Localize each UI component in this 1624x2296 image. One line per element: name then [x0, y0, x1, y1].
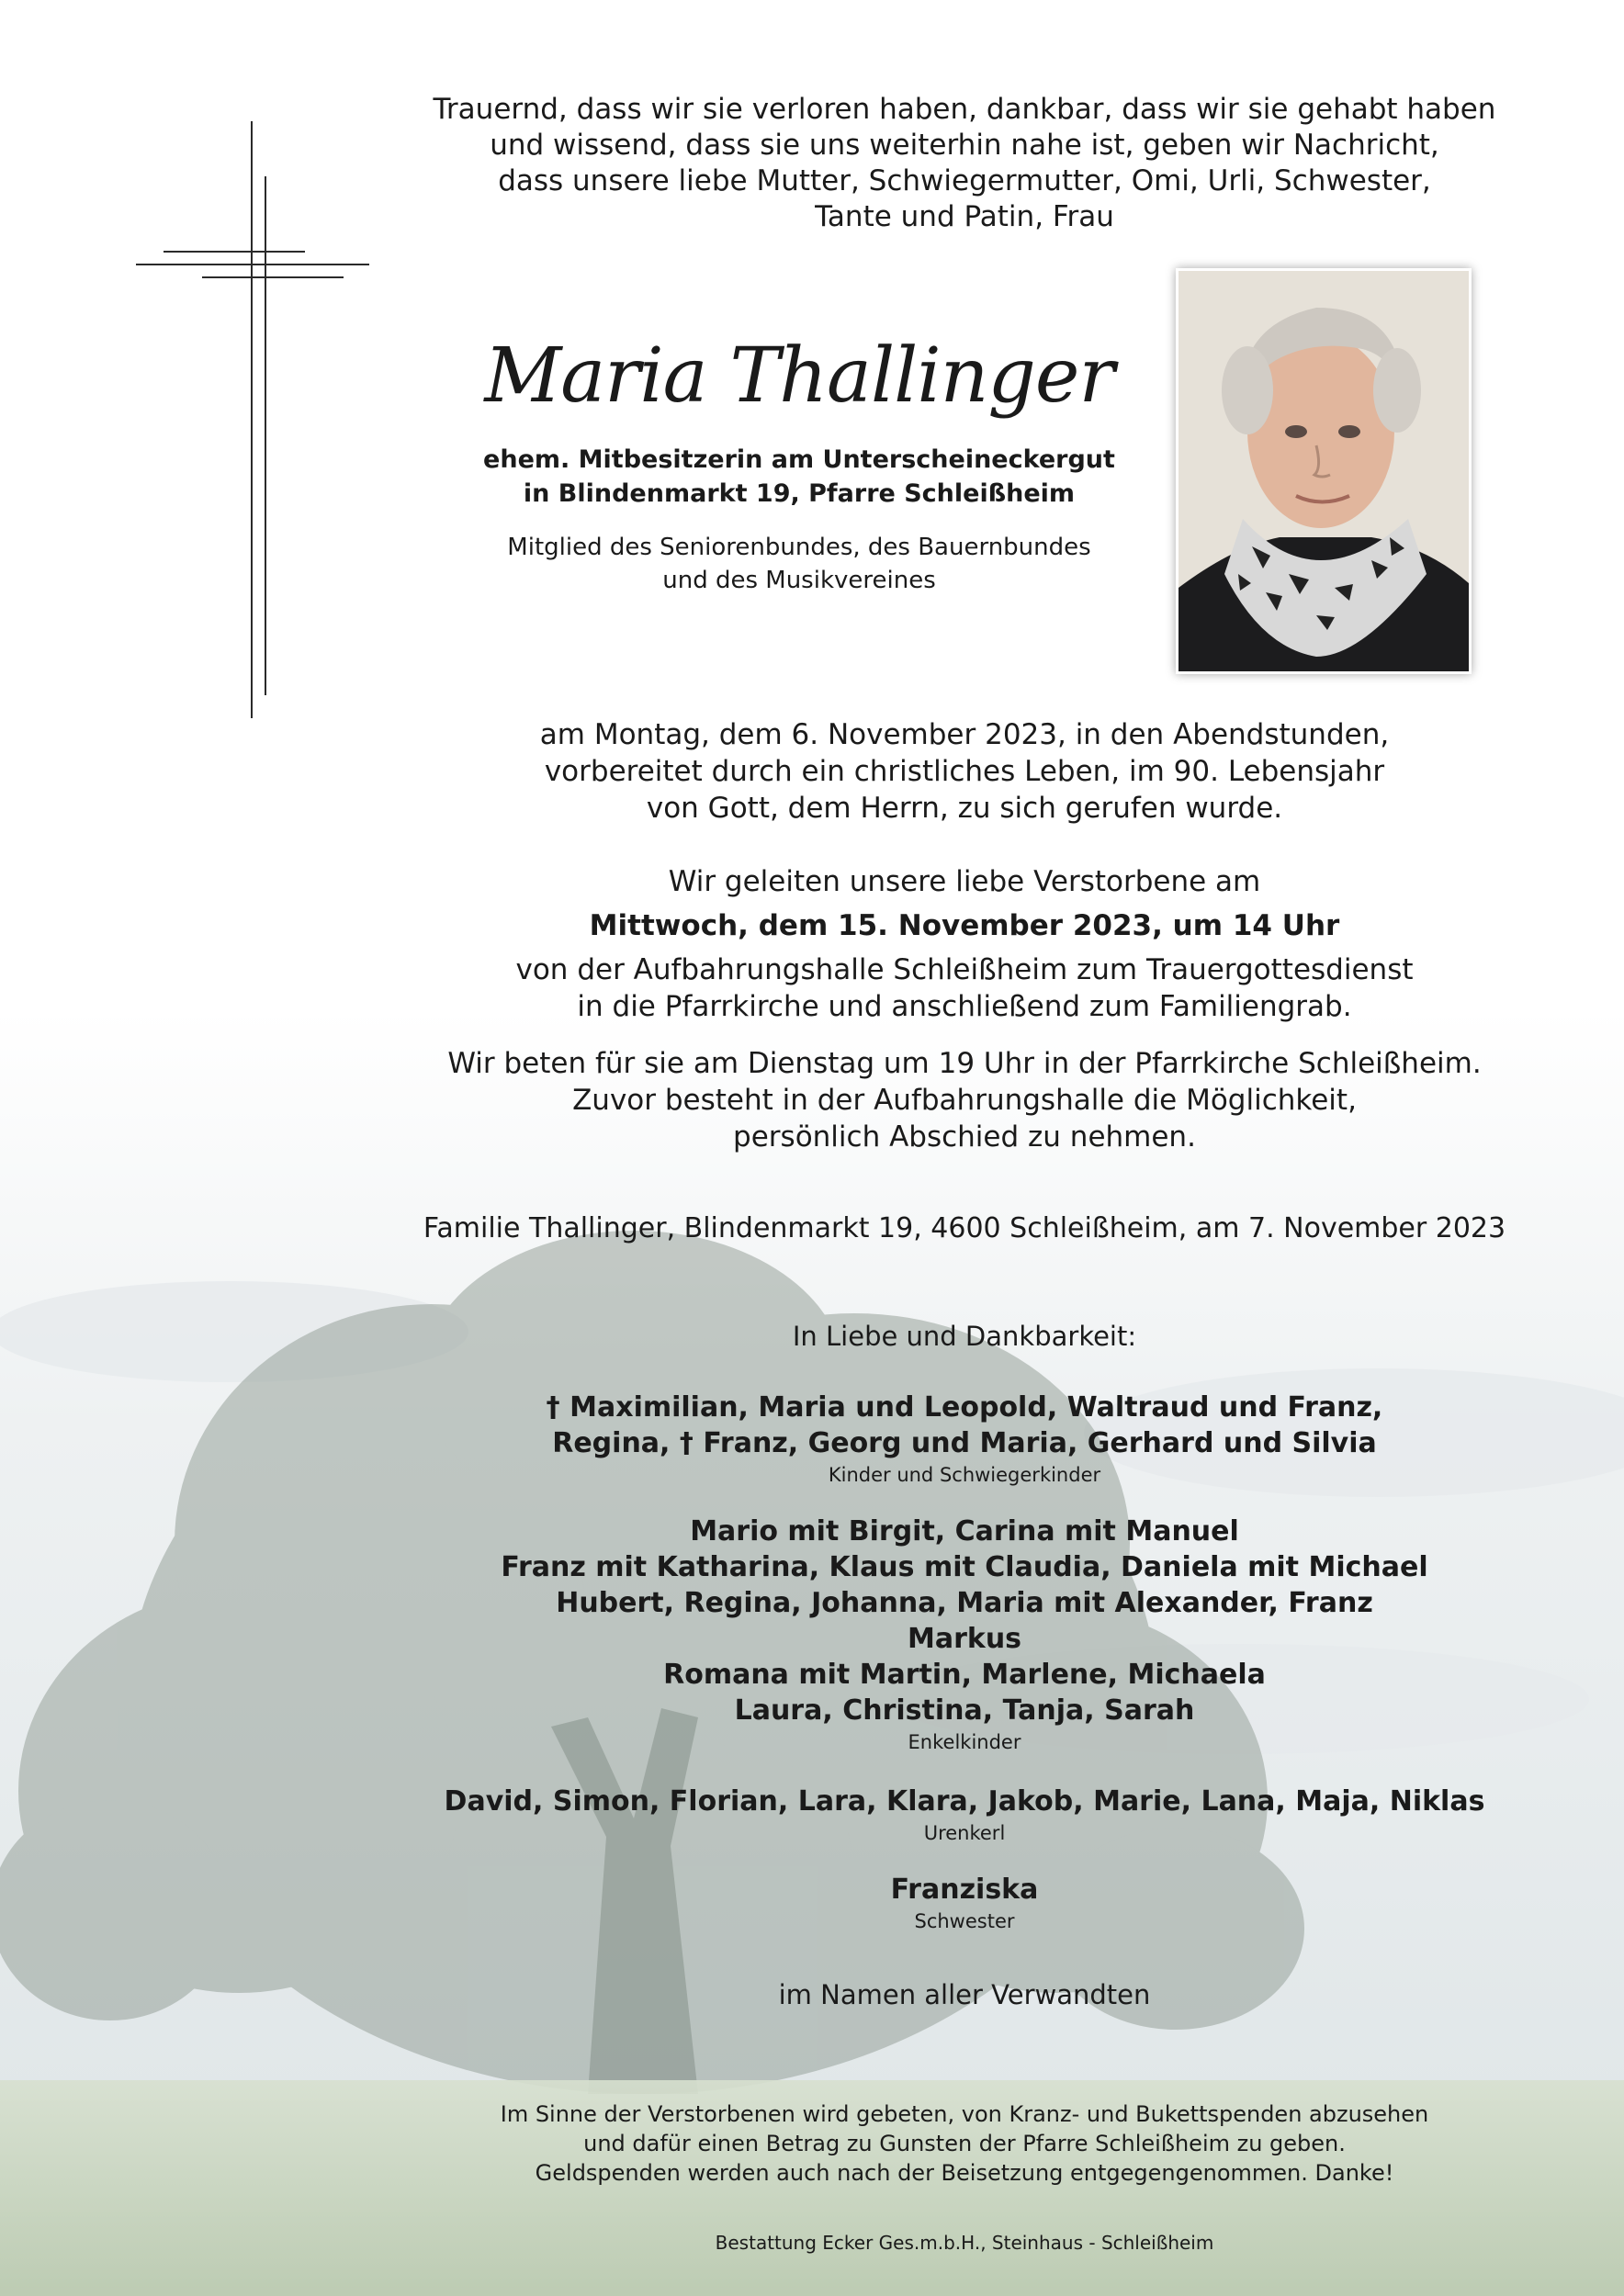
portrait-photo [1176, 268, 1472, 674]
mourners-heading: In Liebe und Dankbarkeit: [792, 1321, 1137, 1352]
funeral-date: Mittwoch, dem 15. November 2023, um 14 Uhr [589, 909, 1340, 942]
cross-icon [136, 121, 375, 727]
funeral-details: Wir geleiten unsere liebe Verstorbene am Mittwoch, dem 15. November 2023, um 14 Uhr von der Aufbahrungshalle Schleißheim zum Trauergottesdienst in die Pfarrkirche und anschließend zum Familiengrab. [432, 863, 1497, 1025]
intro-line: und wissend, dass sie uns weiterhin nahe ist, geben wir Nachricht, [490, 129, 1439, 162]
prayer-details: Wir beten für sie am Dienstag um 19 Uhr in der Pfarrkirche Schleißheim. Zuvor besteht in der Aufbahrungshalle die Möglichkeit, persönlich Abschied zu nehmen. [447, 1047, 1482, 1154]
deceased-info [459, 331, 1139, 597]
mourner-caption: Kinder und Schwiegerkinder [828, 1464, 1101, 1486]
mourner-caption: Enkelkinder [908, 1731, 1021, 1753]
family-address: Familie Thallinger, Blindenmarkt 19, 4600 Schleißheim, am 7. November 2023 [423, 1212, 1506, 1244]
mourner-caption: Urenkerl [923, 1822, 1006, 1844]
mourner-group-children: † Maximilian, Maria und Leopold, Waltraud und Franz, Regina, † Franz, Georg und Maria, Gerhard und Silvia Kinder und Schwiegerkinder [432, 1390, 1497, 1489]
deceased-memberships: Mitglied des Seniorenbundes, des Bauernbundes und des Musikvereines [507, 534, 1091, 594]
relatives-closing: im Namen aller Verwandten [778, 1979, 1151, 2010]
deceased-title: ehem. Mitbesitzerin am Unterscheineckergut in Blindenmarkt 19, Pfarre Schleißheim [483, 445, 1115, 508]
death-announcement: am Montag, dem 6. November 2023, in den Abendstunden, vorbereitet durch ein christliches Leben, im 90. Lebensjahr von Gott, dem Herrn, zu sich gerufen wurde. [539, 718, 1390, 825]
mourner-group-sister: Franziska Schwester [432, 1872, 1497, 1935]
intro-line: Trauernd, dass wir sie verloren haben, dankbar, dass wir sie gehabt haben [433, 93, 1496, 126]
intro-line: Tante und Patin, Frau [815, 200, 1114, 233]
intro-line: dass unsere liebe Mutter, Schwiegermutter, Omi, Urli, Schwester, [498, 164, 1431, 197]
mourner-caption: Schwester [914, 1910, 1015, 1932]
portrait-image [1179, 271, 1469, 671]
funeral-home-footer: Bestattung Ecker Ges.m.b.H., Steinhaus - Schleißheim [715, 2232, 1214, 2254]
mourner-group-great-grandchildren: David, Simon, Florian, Lara, Klara, Jakob, Marie, Lana, Maja, Niklas Urenkerl [432, 1784, 1497, 1847]
intro-text [432, 92, 1497, 235]
mourner-group-grandchildren: Mario mit Birgit, Carina mit Manuel Franz mit Katharina, Klaus mit Claudia, Daniela mit Michael Hubert, Regina, Johanna, Maria mit Alexander, Franz Markus Romana mit Martin, Marlene, Michaela Laura, Christina, Tanja, Sarah Enkelkinder [432, 1514, 1497, 1756]
deceased-name: Maria Thallinger [484, 332, 1114, 420]
donation-notice: Im Sinne der Verstorbenen wird gebeten, von Kranz- und Bukettspenden abzusehen und dafür einen Betrag zu Gunsten der Pfarre Schleißheim zu geben. Geldspenden werden auch nach der Beisetzung entgegengenommen. Danke! [500, 2101, 1429, 2186]
